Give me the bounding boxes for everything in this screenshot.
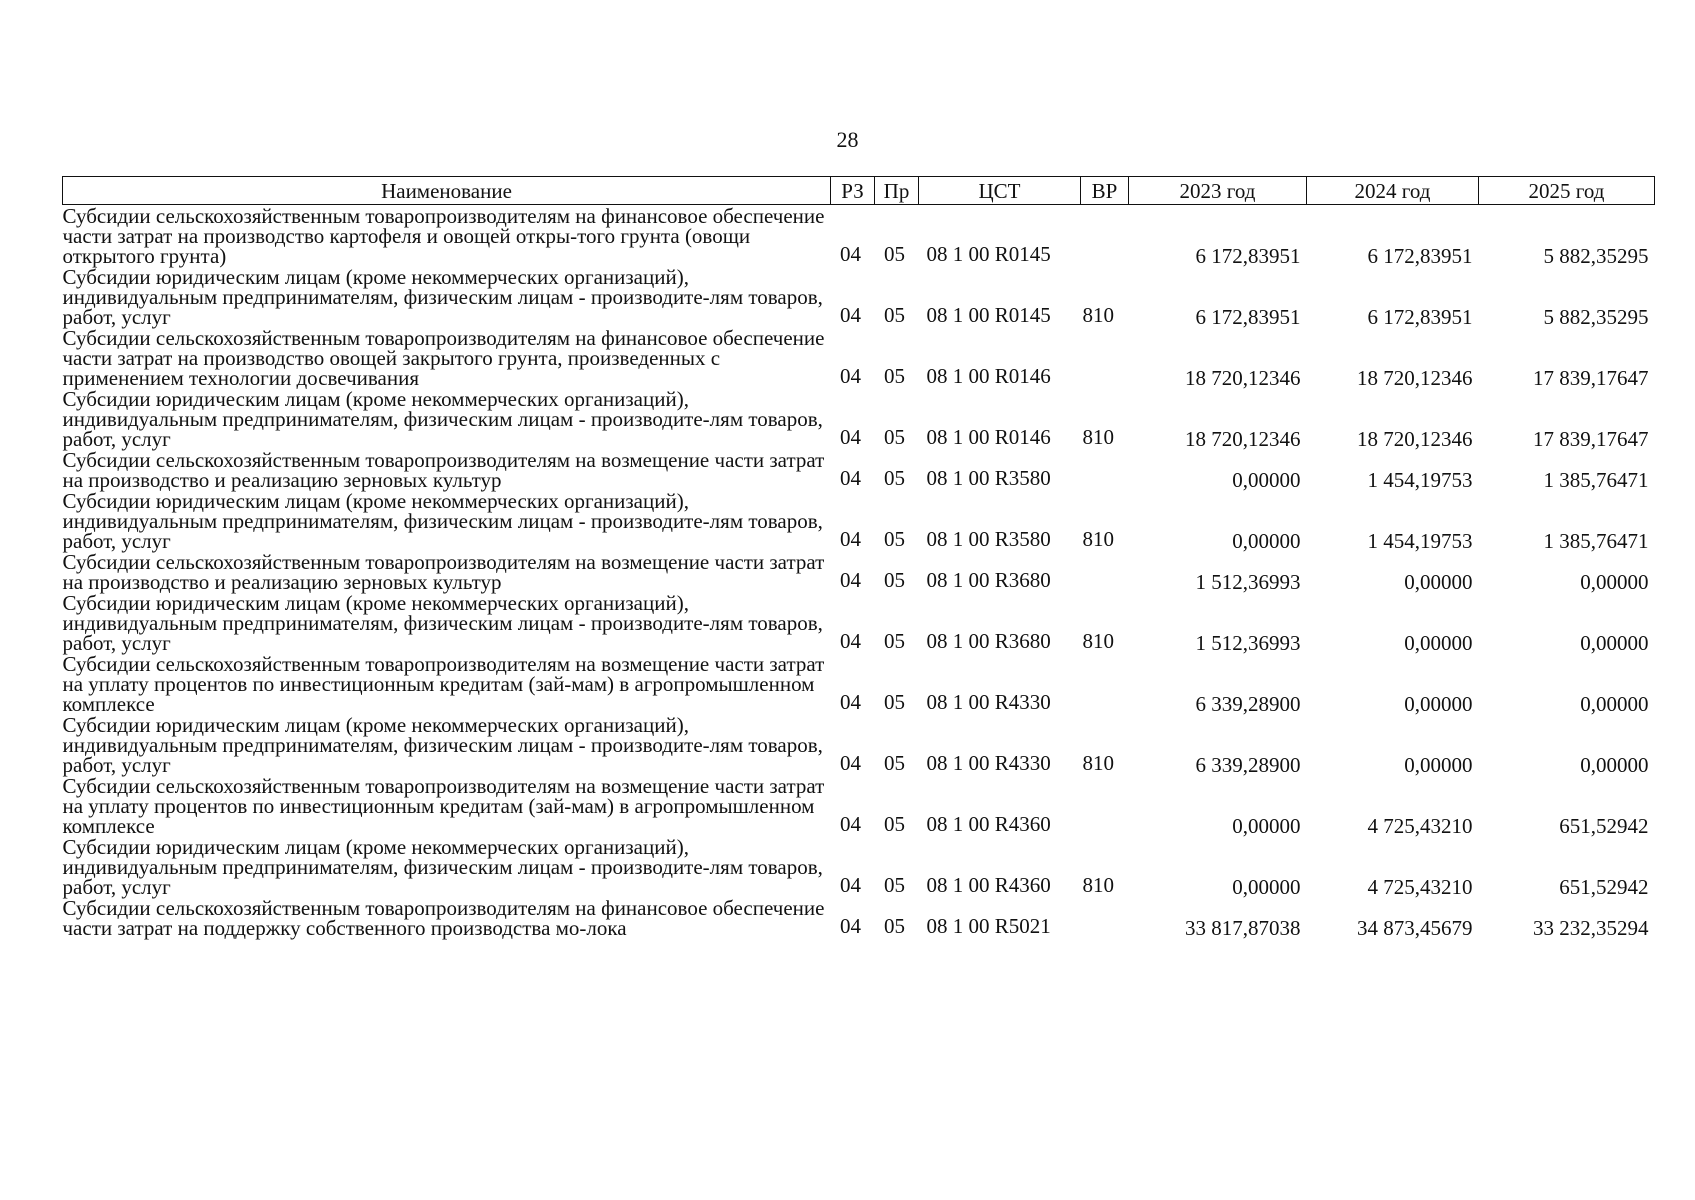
row-pr: 05: [884, 812, 905, 836]
row-rz: 04: [840, 568, 861, 592]
row-vr: 810: [1082, 629, 1114, 653]
row-cst: 08 1 00 R5021: [926, 914, 1051, 938]
row-cst: 08 1 00 R4360: [926, 812, 1051, 836]
row-cst: 08 1 00 R3680: [926, 629, 1051, 653]
row-pr: 05: [884, 873, 905, 897]
row-2023: 0,00000: [1232, 529, 1301, 553]
table-row: [63, 551, 1655, 592]
table-body: [63, 205, 1655, 939]
row-rz: 04: [840, 812, 861, 836]
row-2024: 4 725,43210: [1367, 875, 1473, 899]
row-pr: 05: [884, 527, 905, 551]
table-row: [63, 205, 1655, 267]
row-name: Субсидии сельскохозяйственным товаропроизводителям на финансовое обеспечение части затрат на производство овощей закрытого грунта, произведенных с применением технологии досвечивания: [62, 326, 825, 390]
table-row: [63, 327, 1655, 388]
header-2025: 2025 год: [1479, 177, 1655, 205]
header-name: Наименование: [63, 177, 831, 205]
row-name: Субсидии юридическим лицам (кроме некоммерческих организаций), индивидуальным предпринимателям, физическим лицам - производите-лям товаров, работ, услуг: [62, 387, 823, 451]
row-pr: 05: [884, 568, 905, 592]
row-2025: 651,52942: [1559, 875, 1649, 899]
row-vr: [1081, 449, 1129, 490]
row-2023: 0,00000: [1232, 875, 1301, 899]
row-pr: 05: [884, 303, 905, 327]
row-2024: 6 172,83951: [1367, 305, 1473, 329]
row-vr: 810: [1082, 751, 1114, 775]
row-name: Субсидии юридическим лицам (кроме некоммерческих организаций), индивидуальным предпринимателям, физическим лицам - производите-лям товаров, работ, услуг: [62, 489, 823, 553]
row-pr: 05: [884, 914, 905, 938]
row-vr: [1081, 551, 1129, 592]
row-rz: 04: [840, 527, 861, 551]
row-2024: 1 454,19753: [1367, 468, 1473, 492]
row-name: Субсидии сельскохозяйственным товаропроизводителям на возмещение части затрат на уплату процентов по инвестиционным кредитам (зай-мам) в агропромышленном комплексе: [62, 774, 825, 838]
row-2023: 33 817,87038: [1185, 916, 1301, 940]
row-vr: [1081, 327, 1129, 388]
budget-table: [62, 176, 1655, 938]
row-2023: 1 512,36993: [1195, 631, 1301, 655]
row-vr: [1081, 775, 1129, 836]
page-number: 28: [836, 127, 859, 152]
row-cst: 08 1 00 R3580: [926, 527, 1051, 551]
row-pr: 05: [884, 242, 905, 266]
row-2025: 0,00000: [1580, 692, 1649, 716]
row-vr: 810: [1082, 527, 1114, 551]
row-vr: [1081, 653, 1129, 714]
row-name: Субсидии юридическим лицам (кроме некоммерческих организаций), индивидуальным предпринимателям, физическим лицам - производите-лям товаров, работ, услуг: [62, 713, 823, 777]
row-cst: 08 1 00 R0146: [926, 364, 1051, 388]
row-name: Субсидии юридическим лицам (кроме некоммерческих организаций), индивидуальным предпринимателям, физическим лицам - производите-лям товаров, работ, услуг: [62, 835, 823, 899]
row-rz: 04: [840, 466, 861, 490]
row-vr: 810: [1082, 873, 1114, 897]
row-2025: 17 839,17647: [1533, 427, 1649, 451]
row-2025: 17 839,17647: [1533, 366, 1649, 390]
header-2023: 2023 год: [1129, 177, 1307, 205]
row-2025: 0,00000: [1580, 753, 1649, 777]
row-name: Субсидии сельскохозяйственным товаропроизводителям на возмещение части затрат на уплату процентов по инвестиционным кредитам (зай-мам) в агропромышленном комплексе: [62, 652, 825, 716]
row-cst: 08 1 00 R0145: [926, 303, 1051, 327]
row-2024: 0,00000: [1404, 692, 1473, 716]
row-pr: 05: [884, 425, 905, 449]
row-rz: 04: [840, 914, 861, 938]
table-row: [63, 388, 1655, 449]
row-pr: 05: [884, 364, 905, 388]
row-pr: 05: [884, 751, 905, 775]
row-pr: 05: [884, 466, 905, 490]
row-2024: 18 720,12346: [1357, 366, 1473, 390]
header-pr: Пр: [875, 177, 919, 205]
row-cst: 08 1 00 R0146: [926, 425, 1051, 449]
row-2023: 18 720,12346: [1185, 427, 1301, 451]
row-rz: 04: [840, 751, 861, 775]
row-2025: 1 385,76471: [1543, 468, 1649, 492]
row-2024: 1 454,19753: [1367, 529, 1473, 553]
row-2024: 6 172,83951: [1367, 244, 1473, 268]
row-2023: 0,00000: [1232, 468, 1301, 492]
row-name: Субсидии юридическим лицам (кроме некоммерческих организаций), индивидуальным предпринимателям, физическим лицам - производите-лям товаров, работ, услуг: [62, 265, 823, 329]
row-name: Субсидии сельскохозяйственным товаропроизводителям на возмещение части затрат на производство и реализацию зерновых культур: [62, 550, 825, 594]
row-vr: 810: [1082, 303, 1114, 327]
table-row: [63, 490, 1655, 551]
row-2024: 0,00000: [1404, 753, 1473, 777]
row-2025: 0,00000: [1580, 631, 1649, 655]
row-rz: 04: [840, 242, 861, 266]
table-row: [63, 449, 1655, 490]
row-name: Субсидии юридическим лицам (кроме некоммерческих организаций), индивидуальным предпринимателям, физическим лицам - производите-лям товаров, работ, услуг: [62, 591, 823, 655]
row-rz: 04: [840, 425, 861, 449]
row-vr: [1081, 897, 1129, 938]
row-2023: 6 172,83951: [1195, 244, 1301, 268]
header-vr: ВР: [1081, 177, 1129, 205]
row-name: Субсидии сельскохозяйственным товаропроизводителям на финансовое обеспечение части затрат на поддержку собственного производства мо-лока: [62, 896, 825, 940]
row-pr: 05: [884, 629, 905, 653]
row-2024: 4 725,43210: [1367, 814, 1473, 838]
row-2025: 5 882,35295: [1543, 305, 1649, 329]
row-2024: 18 720,12346: [1357, 427, 1473, 451]
row-2024: 34 873,45679: [1357, 916, 1473, 940]
row-2024: 0,00000: [1404, 570, 1473, 594]
row-cst: 08 1 00 R4330: [926, 751, 1051, 775]
row-rz: 04: [840, 873, 861, 897]
table-row: [63, 836, 1655, 897]
row-cst: 08 1 00 R0145: [926, 242, 1051, 266]
row-2025: 1 385,76471: [1543, 529, 1649, 553]
row-cst: 08 1 00 R4360: [926, 873, 1051, 897]
row-2023: 6 339,28900: [1195, 692, 1301, 716]
row-2024: 0,00000: [1404, 631, 1473, 655]
header-rz: РЗ: [831, 177, 875, 205]
header-cst: ЦСТ: [919, 177, 1081, 205]
row-2023: 1 512,36993: [1195, 570, 1301, 594]
row-name: Субсидии сельскохозяйственным товаропроизводителям на финансовое обеспечение части затрат на производство картофеля и овощей откры-того грунта (овощи открытого грунта): [62, 204, 825, 268]
row-cst: 08 1 00 R3580: [926, 466, 1051, 490]
row-name: Субсидии сельскохозяйственным товаропроизводителям на возмещение части затрат на производство и реализацию зерновых культур: [62, 448, 825, 492]
row-2023: 6 172,83951: [1195, 305, 1301, 329]
table-row: [63, 714, 1655, 775]
row-rz: 04: [840, 690, 861, 714]
row-2025: 0,00000: [1580, 570, 1649, 594]
row-2025: 33 232,35294: [1533, 916, 1649, 940]
row-cst: 08 1 00 R3680: [926, 568, 1051, 592]
table-row: [63, 653, 1655, 714]
row-2023: 6 339,28900: [1195, 753, 1301, 777]
row-rz: 04: [840, 629, 861, 653]
table-row: [63, 266, 1655, 327]
table-header-row: [63, 177, 1655, 205]
row-rz: 04: [840, 303, 861, 327]
header-2024: 2024 год: [1307, 177, 1479, 205]
row-vr: 810: [1082, 425, 1114, 449]
row-2025: 651,52942: [1559, 814, 1649, 838]
row-2023: 0,00000: [1232, 814, 1301, 838]
row-cst: 08 1 00 R4330: [926, 690, 1051, 714]
table-row: [63, 592, 1655, 653]
row-2025: 5 882,35295: [1543, 244, 1649, 268]
row-rz: 04: [840, 364, 861, 388]
table-row: [63, 775, 1655, 836]
table-row: [63, 897, 1655, 938]
row-2023: 18 720,12346: [1185, 366, 1301, 390]
row-vr: [1081, 205, 1129, 267]
row-pr: 05: [884, 690, 905, 714]
